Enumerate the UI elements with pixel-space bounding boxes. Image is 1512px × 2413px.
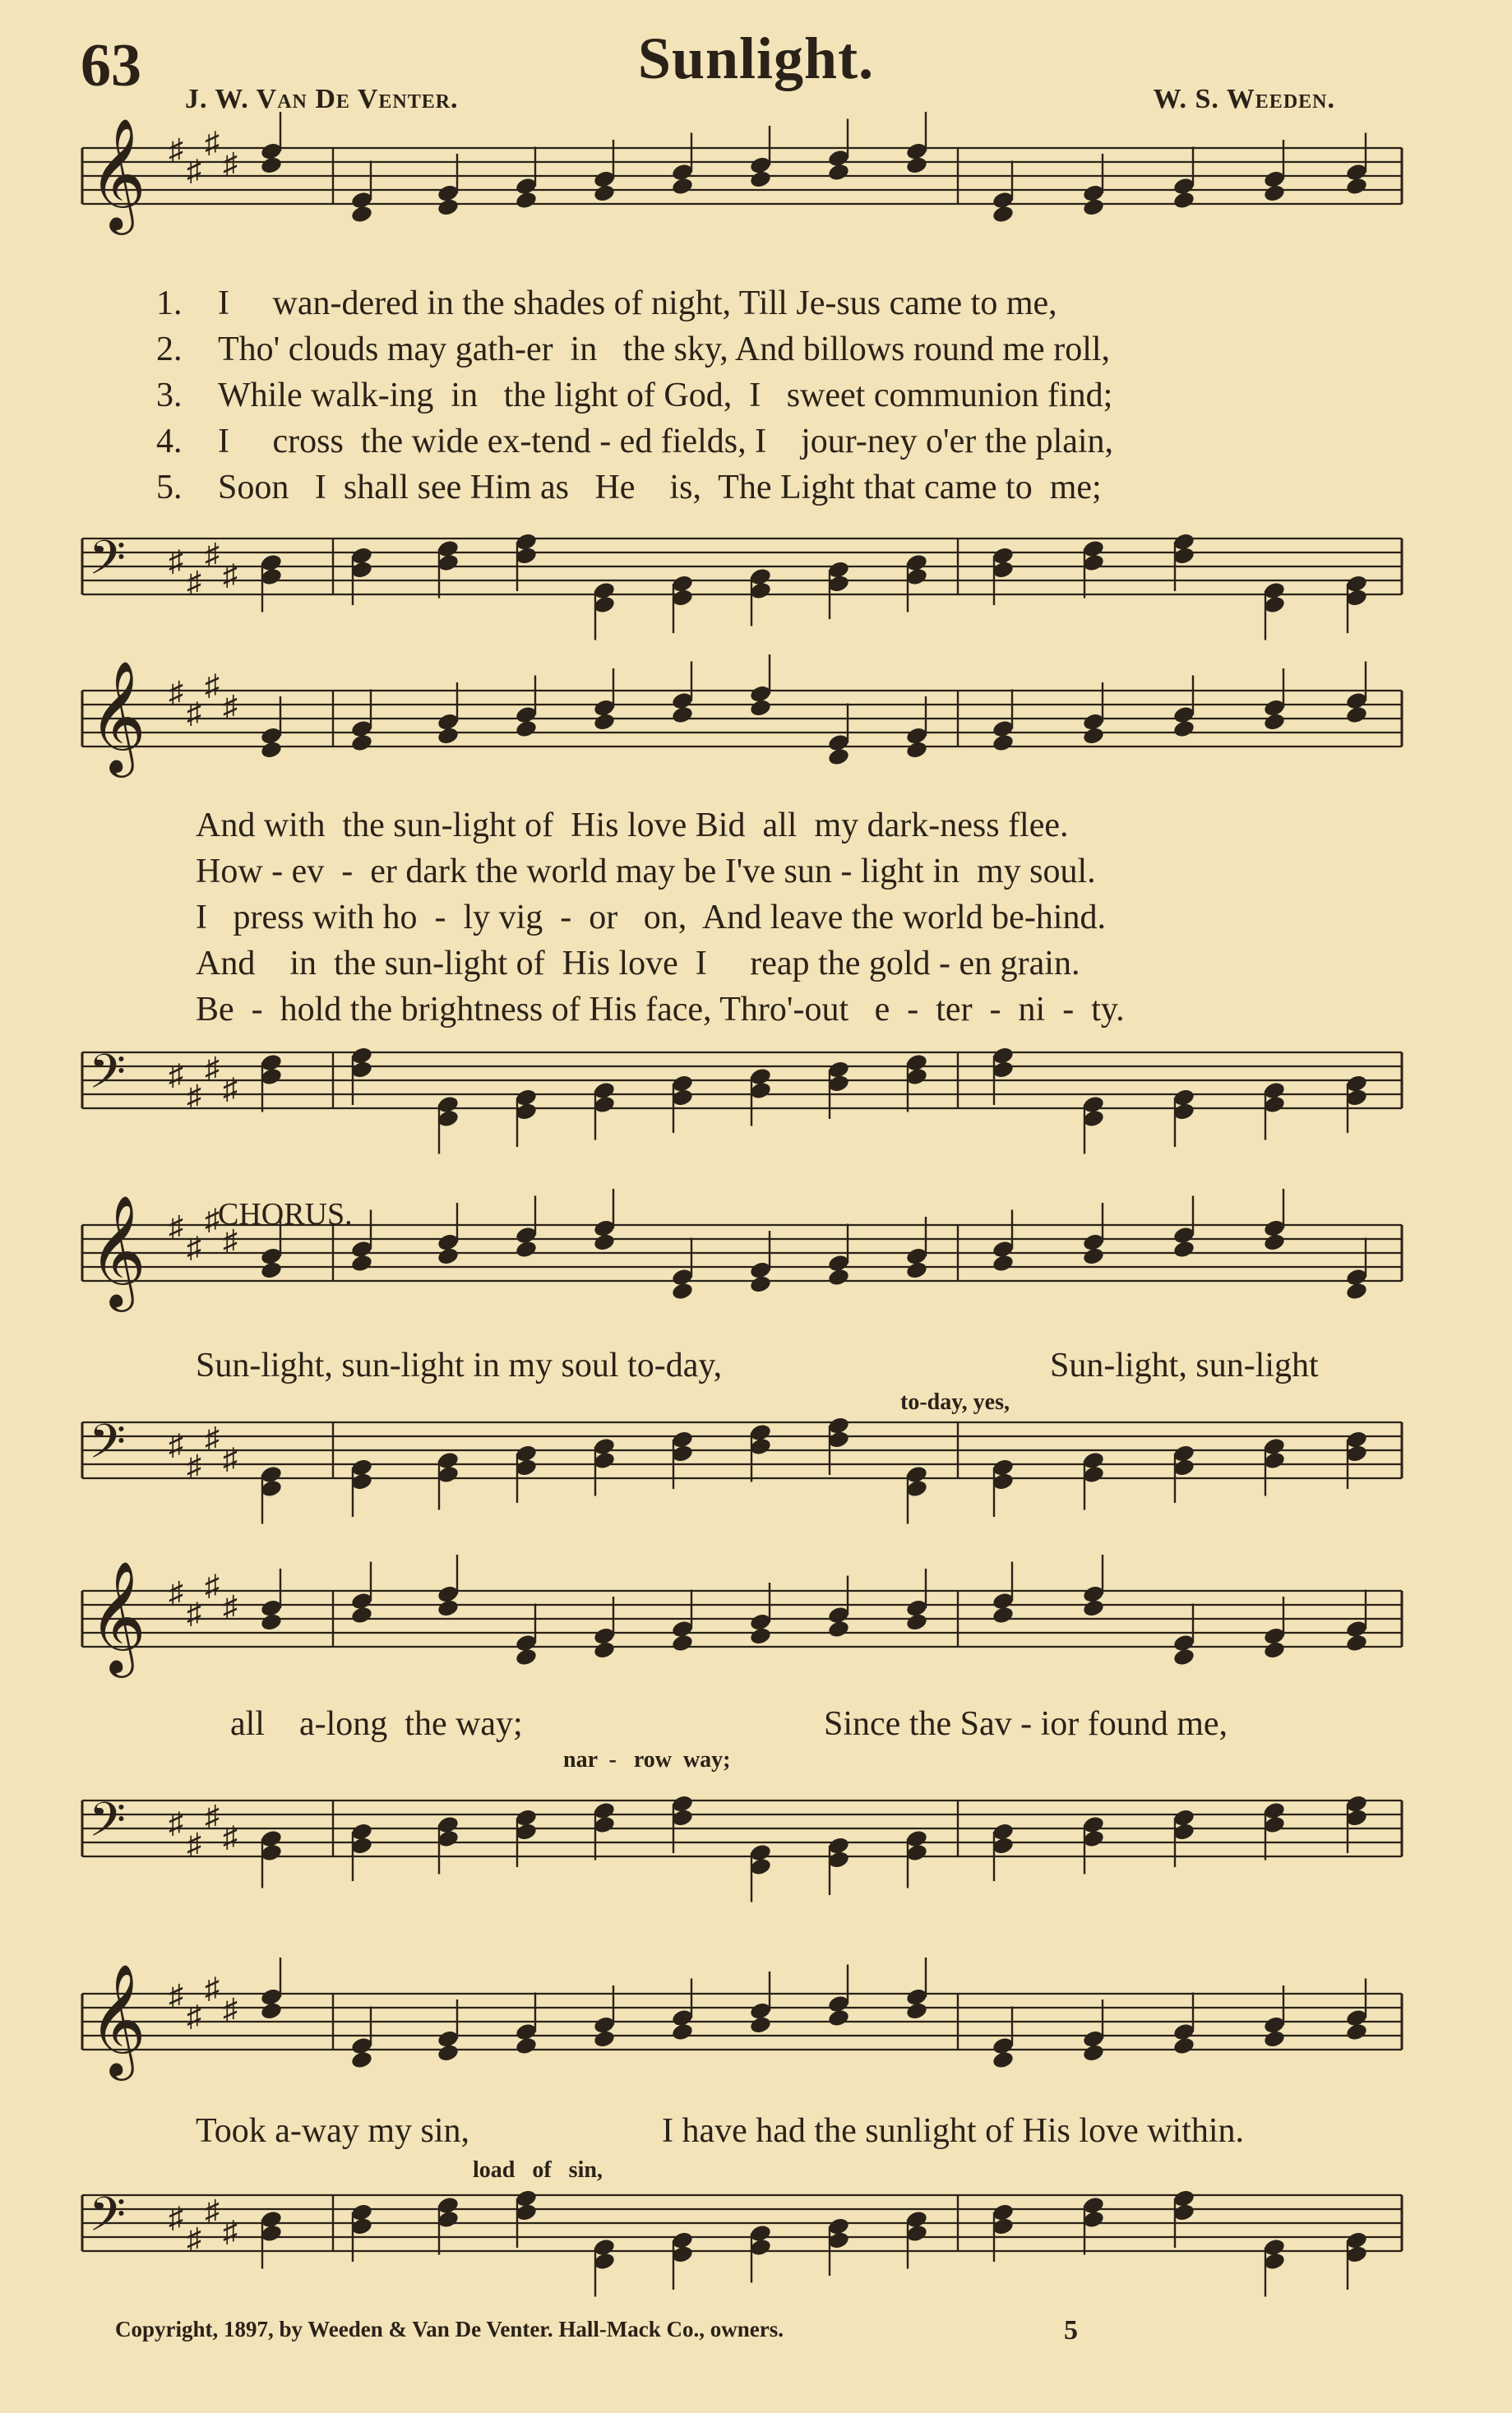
treble-clef-icon: 𝄞 [89, 1559, 146, 1673]
note-head [1263, 1640, 1286, 1660]
note-head [593, 1640, 616, 1660]
chorus-alt-lyric-3: load of sin, [473, 2157, 603, 2183]
sharp-icon: ♯ [223, 1224, 238, 1257]
note-head [1172, 2036, 1195, 2055]
sharp-icon: ♯ [223, 1590, 238, 1623]
note-head [992, 733, 1015, 752]
system-2-bass-staff [0, 1028, 1512, 1176]
sharp-icon: ♯ [205, 1569, 220, 1602]
note-head [1082, 2043, 1105, 2063]
note-head [749, 698, 772, 718]
note-head [671, 2022, 694, 2041]
sharp-icon: ♯ [169, 1058, 183, 1092]
note-head [905, 2001, 928, 2021]
sharp-icon: ♯ [187, 2222, 201, 2255]
note-head [671, 1281, 694, 1301]
sharp-icon: ♯ [205, 538, 220, 571]
sharp-icon: ♯ [187, 1449, 201, 1482]
note-head [749, 169, 772, 189]
sharp-icon: ♯ [205, 2194, 220, 2227]
sharp-icon: ♯ [169, 1576, 183, 1609]
sharp-icon: ♯ [223, 1993, 238, 2026]
verse-number: 2. [156, 331, 183, 368]
sharp-icon: ♯ [169, 676, 183, 709]
note-head [350, 2050, 373, 2069]
sharp-icon: ♯ [223, 2215, 238, 2249]
sharp-icon: ♯ [205, 1203, 220, 1237]
system-1-bass-staff [0, 514, 1512, 645]
note-head [260, 2001, 283, 2021]
lyricist-credit: J. W. Van De Venter. [185, 84, 459, 114]
sharp-icon: ♯ [205, 1972, 220, 2005]
bass-clef-icon: 𝄢 [89, 1043, 127, 1112]
note-head [1345, 2022, 1368, 2041]
sharp-icon: ♯ [169, 1806, 183, 1840]
note-head [827, 747, 850, 766]
chorus-label: CHORUS. [218, 1197, 353, 1232]
sharp-icon: ♯ [205, 1052, 220, 1084]
sharp-icon: ♯ [187, 1828, 201, 1861]
verse-number: 5. [156, 469, 183, 506]
note-head [905, 1612, 928, 1632]
bass-clef-icon: 𝄢 [89, 1791, 127, 1860]
bass-clef-icon: 𝄢 [89, 2186, 127, 2254]
note-head [437, 1598, 460, 1618]
note-head [671, 1633, 694, 1653]
sharp-icon: ♯ [205, 1800, 220, 1833]
chorus-alt-lyric-1: to-day, yes, [900, 1389, 1010, 1415]
sharp-icon: ♯ [169, 1428, 183, 1462]
note-head [827, 2008, 850, 2027]
verse-5-line-1: Soon I shall see Him as He is, The Light that came to me; [218, 469, 1102, 506]
note-head [1263, 183, 1286, 203]
system-5-treble-staff [0, 1962, 1512, 2125]
note-head [593, 183, 616, 203]
treble-clef-icon: 𝄞 [89, 116, 146, 230]
verse-3-line-2: I press with ho - ly vig - or on, And leave the world be-hind. [196, 899, 1106, 936]
sharp-icon: ♯ [187, 154, 201, 187]
chorus-line-1: Sun-light, sun-light in my soul to-day, [196, 1347, 723, 1384]
sharp-icon: ♯ [223, 1442, 238, 1476]
note-head [827, 1267, 850, 1287]
sharp-icon: ♯ [205, 668, 220, 702]
note-head [905, 155, 928, 175]
sharp-icon: ♯ [187, 566, 201, 599]
sharp-icon: ♯ [205, 126, 220, 159]
note-head [437, 197, 460, 217]
copyright-notice: Copyright, 1897, by Weeden & Van De Venter. Hall-Mack Co., owners. [115, 2317, 784, 2341]
sharp-icon: ♯ [187, 696, 201, 730]
sharp-icon: ♯ [223, 690, 238, 723]
system-3-treble-staff [0, 1193, 1512, 1348]
note-head [260, 1260, 283, 1280]
note-head [515, 719, 538, 738]
note-head [749, 1626, 772, 1646]
note-head [1082, 1246, 1105, 1266]
system-5-bass-staff [0, 2170, 1512, 2314]
sharp-icon: ♯ [187, 1597, 201, 1630]
sharp-icon: ♯ [223, 558, 238, 592]
note-head [1082, 197, 1105, 217]
note-head [827, 1619, 850, 1639]
verse-number: 3. [156, 377, 183, 414]
verse-number: 4. [156, 423, 183, 460]
sharp-icon: ♯ [223, 147, 238, 180]
note-head [905, 1260, 928, 1280]
sharp-icon: ♯ [223, 1072, 238, 1106]
sharp-icon: ♯ [187, 1079, 201, 1112]
system-4-treble-staff [0, 1559, 1512, 1706]
note-head [1172, 190, 1195, 210]
sharp-icon: ♯ [205, 1421, 220, 1454]
sharp-icon: ♯ [169, 544, 183, 578]
verse-2-line-2: How - ev - er dark the world may be I've sun - light in my soul. [196, 853, 1096, 890]
note-head [350, 204, 373, 224]
treble-clef-icon: 𝄞 [89, 1193, 146, 1307]
note-head [992, 204, 1015, 224]
note-head [437, 2043, 460, 2063]
verse-4-line-2: And in the sun-light of His love I reap the gold - en grain. [196, 945, 1080, 982]
system-4-bass-staff [0, 1776, 1512, 1924]
note-head [1345, 1281, 1368, 1301]
note-head [992, 1253, 1015, 1273]
verse-number: 1. [156, 284, 183, 322]
sharp-icon: ♯ [169, 1979, 183, 2012]
sharp-icon: ♯ [169, 1210, 183, 1243]
note-head [437, 726, 460, 746]
note-head [350, 1605, 373, 1625]
note-head [671, 176, 694, 196]
note-head [437, 1246, 460, 1266]
verse-5-line-2: Be - hold the brightness of His face, Thro'-out e - ter - ni - ty. [196, 991, 1125, 1029]
note-head [260, 740, 283, 760]
composer-credit: W. S. Weeden. [1153, 84, 1335, 114]
note-head [260, 1612, 283, 1632]
page-number: 63 [81, 32, 141, 99]
note-head [1172, 1239, 1195, 1259]
bass-clef-icon: 𝄢 [89, 529, 127, 598]
chorus-line-2a: all a-long the way; [230, 1705, 523, 1743]
note-head [992, 2050, 1015, 2069]
note-head [593, 712, 616, 732]
note-head [1172, 1647, 1195, 1666]
note-head [1082, 726, 1105, 746]
sharp-icon: ♯ [187, 1999, 201, 2033]
note-head [593, 1232, 616, 1252]
note-head [1345, 176, 1368, 196]
treble-clef-icon: 𝄞 [89, 1962, 146, 2076]
treble-clef-icon: 𝄞 [89, 659, 146, 773]
note-head [1172, 719, 1195, 738]
sharp-icon: ♯ [169, 133, 183, 166]
note-head [593, 2029, 616, 2049]
verse-3-line-1: While walk-ing in the light of God, I sweet communion find; [218, 377, 1113, 414]
note-head [515, 2036, 538, 2055]
note-head [1345, 1633, 1368, 1653]
chorus-alt-lyric-2: nar - row way; [563, 1747, 731, 1773]
note-head [1345, 705, 1368, 724]
note-head [515, 190, 538, 210]
verse-1-line-2: And with the sun-light of His love Bid all my dark-ness flee. [196, 807, 1069, 844]
chorus-line-3b: I have had the sunlight of His love within. [662, 2112, 1245, 2150]
sharp-icon: ♯ [187, 1231, 201, 1264]
verse-1-line-1: I wan-dered in the shades of night, Till Je-sus came to me, [218, 284, 1057, 322]
note-head [515, 1239, 538, 1259]
footer-number: 5 [1064, 2315, 1078, 2346]
note-head [1263, 1232, 1286, 1252]
note-head [992, 1605, 1015, 1625]
note-head [1263, 712, 1286, 732]
system-3-bass-staff [0, 1398, 1512, 1546]
chorus-line-2b: Since the Sav - ior found me, [824, 1705, 1228, 1743]
note-head [1263, 2029, 1286, 2049]
bass-clef-icon: 𝄢 [89, 1413, 127, 1482]
system-2-treble-staff [0, 659, 1512, 814]
sharp-icon: ♯ [169, 2201, 183, 2235]
note-head [749, 2015, 772, 2035]
note-head [260, 155, 283, 175]
note-head [905, 740, 928, 760]
note-head [749, 1274, 772, 1294]
verse-4-line-1: I cross the wide ex-tend - ed fields, I jour-ney o'er the plain, [218, 423, 1114, 460]
note-head [1082, 1598, 1105, 1618]
note-head [350, 733, 373, 752]
note-head [671, 705, 694, 724]
verse-2-line-1: Tho' clouds may gath-er in the sky, And billows round me roll, [218, 331, 1111, 368]
hymn-title: Sunlight. [637, 25, 875, 91]
chorus-line-3a: Took a-way my sin, [196, 2112, 470, 2150]
chorus-line-1b: Sun-light, sun-light [1050, 1347, 1319, 1384]
note-head [827, 162, 850, 182]
note-head [515, 1647, 538, 1666]
sharp-icon: ♯ [223, 1820, 238, 1854]
note-head [350, 1253, 373, 1273]
